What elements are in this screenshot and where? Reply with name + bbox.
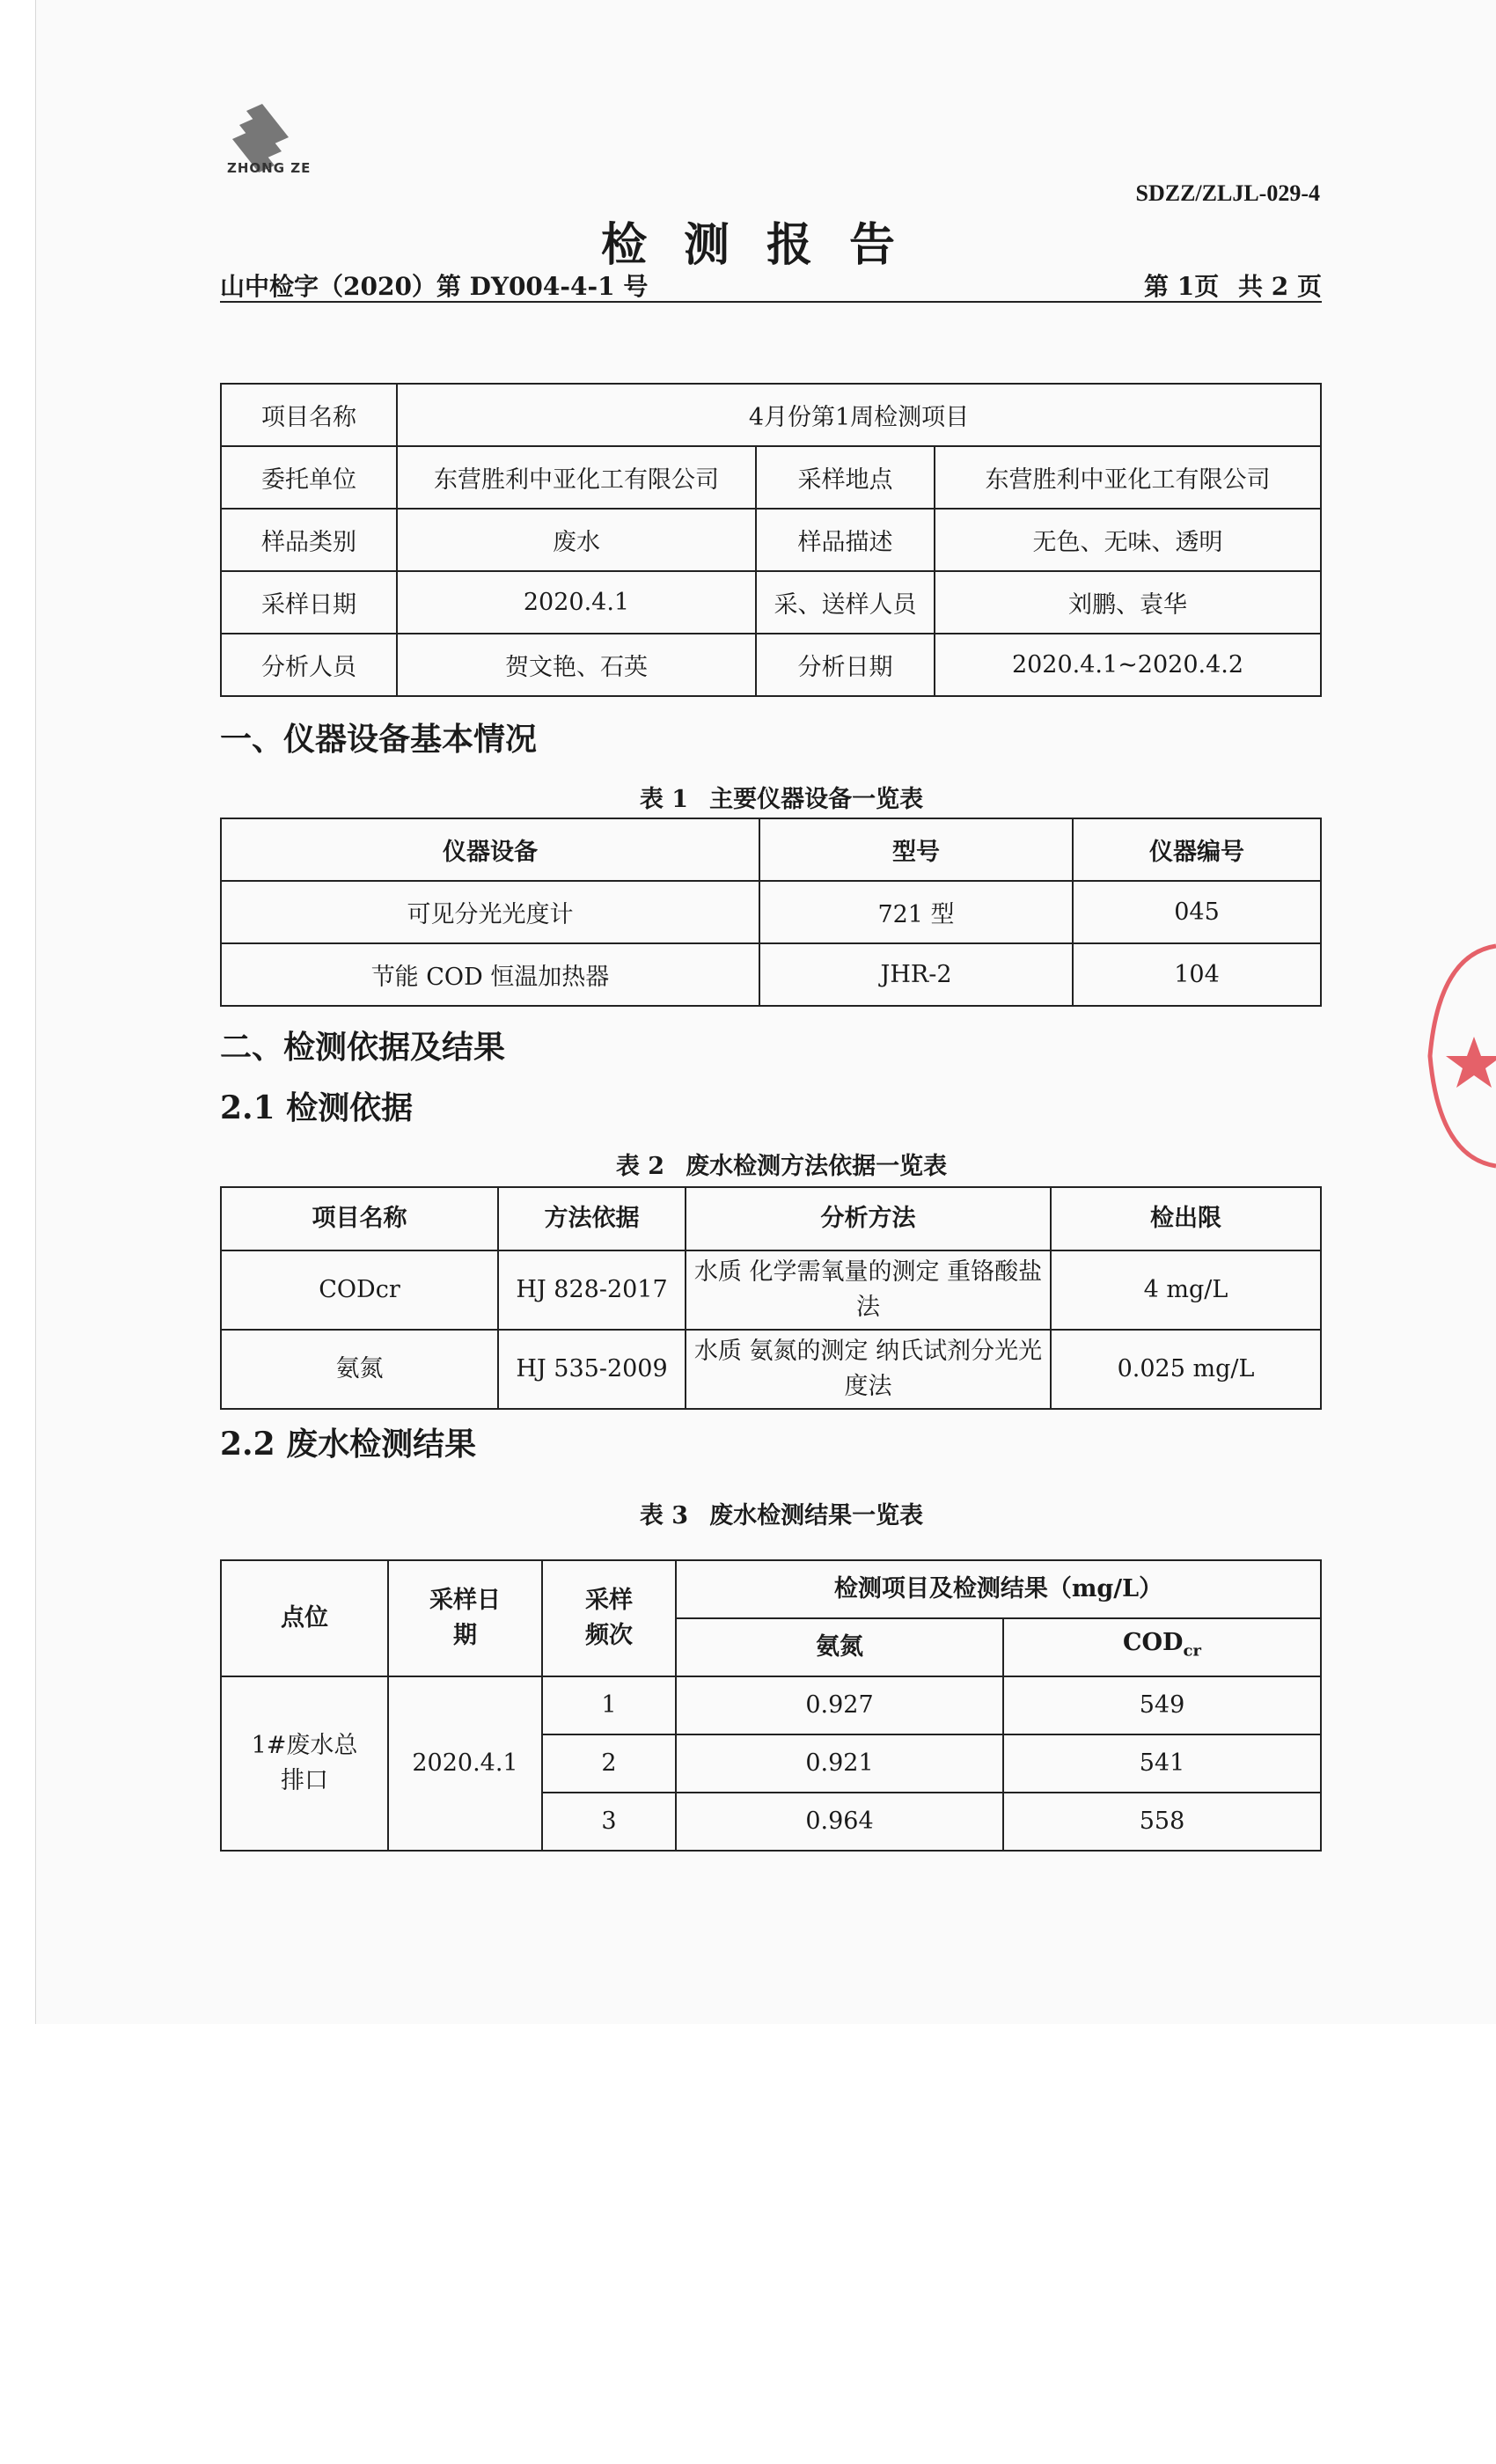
table-cell: CODcr [221, 1250, 498, 1330]
table-cell: 分析人员 [221, 634, 397, 696]
table-cell: 3 [542, 1793, 676, 1851]
cod-subscript: cr [1183, 1641, 1201, 1661]
table-row [221, 1676, 1321, 1734]
table-cell: 采、送样人员 [756, 571, 935, 634]
table-row [221, 446, 1321, 509]
table-cell: 541 [1003, 1734, 1321, 1793]
cod-label: COD [1123, 1629, 1184, 1657]
column-header: 检出限 [1051, 1187, 1321, 1250]
table-cell: 委托单位 [221, 446, 397, 509]
table-row [221, 943, 1321, 1006]
table-cell: 贺文艳、石英 [397, 634, 756, 696]
table-cell: 样品类别 [221, 509, 397, 571]
page-current: 第 1页 [1144, 272, 1220, 301]
table-cell: 1#废水总排口 [221, 1676, 388, 1851]
column-header: 分析方法 [686, 1187, 1051, 1250]
section-heading-basis-results: 二、检测依据及结果 [220, 1029, 506, 1066]
table-cell: HJ 535-2009 [498, 1330, 686, 1409]
table-cell: 721 型 [759, 881, 1073, 943]
table-row [221, 1330, 1321, 1409]
page-total: 共 2 页 [1238, 272, 1322, 301]
caption-text: 废水检测结果一览表 [709, 1502, 924, 1529]
table-row [221, 509, 1321, 571]
table-header-row [221, 1560, 1321, 1618]
table-row [221, 384, 1321, 446]
table-cell: 节能 COD 恒温加热器 [221, 943, 759, 1006]
table3-caption [0, 1496, 1496, 1530]
table-cell: 水质 化学需氧量的测定 重铬酸盐法 [686, 1250, 1051, 1330]
table-cell: 废水 [397, 509, 756, 571]
column-header: 仪器编号 [1073, 818, 1321, 881]
table-cell: 104 [1073, 943, 1321, 1006]
column-group-header: 检测项目及检测结果（mg/L） [676, 1560, 1321, 1618]
table-cell: 0.025 mg/L [1051, 1330, 1321, 1409]
table-cell: 0.927 [676, 1676, 1003, 1734]
column-header: 型号 [759, 818, 1073, 881]
caption-number: 表 3 [639, 1502, 689, 1529]
table-row [221, 634, 1321, 696]
table-cell: 2 [542, 1734, 676, 1793]
section-heading-equipment: 一、仪器设备基本情况 [220, 721, 538, 758]
table-cell: 549 [1003, 1676, 1321, 1734]
table-cell: HJ 828-2017 [498, 1250, 686, 1330]
table-header-row [221, 818, 1321, 881]
column-header: 点位 [221, 1560, 388, 1676]
table-cell: 样品描述 [756, 509, 935, 571]
result-table [220, 1559, 1322, 1852]
column-header: 项目名称 [221, 1187, 498, 1250]
table-cell: 4月份第1周检测项目 [397, 384, 1321, 446]
table-cell: 1 [542, 1676, 676, 1734]
column-header: 仪器设备 [221, 818, 759, 881]
table-cell: 4 mg/L [1051, 1250, 1321, 1330]
table-row [221, 1250, 1321, 1330]
column-header: 方法依据 [498, 1187, 686, 1250]
table-cell: 可见分光光度计 [221, 881, 759, 943]
table-cell: 2020.4.1~2020.4.2 [935, 634, 1321, 696]
table-cell: 水质 氨氮的测定 纳氏试剂分光光度法 [686, 1330, 1051, 1409]
column-header [1003, 1618, 1321, 1676]
table-cell: 东营胜利中亚化工有限公司 [935, 446, 1321, 509]
logo-text: ZHONG ZE [227, 160, 312, 176]
report-reference-line [220, 264, 1322, 303]
table-cell: 采样地点 [756, 446, 935, 509]
table1-caption [0, 780, 1496, 814]
caption-number: 表 2 [615, 1153, 665, 1180]
caption-text: 主要仪器设备一览表 [709, 786, 924, 813]
column-header: 氨氮 [676, 1618, 1003, 1676]
column-header: 采样日期 [388, 1560, 542, 1676]
table-cell: 项目名称 [221, 384, 397, 446]
table-cell: JHR-2 [759, 943, 1073, 1006]
subsection-heading-basis: 2.1 检测依据 [220, 1089, 414, 1126]
method-basis-table [220, 1186, 1322, 1410]
equipment-table [220, 818, 1322, 1007]
page-title: 检测报告 [600, 218, 932, 272]
table-cell: 0.964 [676, 1793, 1003, 1851]
column-header: 采样频次 [542, 1560, 676, 1676]
caption-number: 表 1 [639, 786, 689, 813]
table-cell: 分析日期 [756, 634, 935, 696]
table-cell: 2020.4.1 [397, 571, 756, 634]
report-number: 山中检字（2020）第 DY004-4-1 号 [220, 272, 649, 301]
page-indicator [1133, 268, 1322, 303]
table-cell: 2020.4.1 [388, 1676, 542, 1851]
table-header-row [221, 1187, 1321, 1250]
table-cell: 0.921 [676, 1734, 1003, 1793]
subsection-heading-results: 2.2 废水检测结果 [220, 1426, 477, 1463]
caption-text: 废水检测方法依据一览表 [686, 1153, 948, 1180]
table-cell: 无色、无味、透明 [935, 509, 1321, 571]
document-code: SDZZ/ZLJL-029-4 [1135, 180, 1320, 206]
table-cell: 刘鹏、袁华 [935, 571, 1321, 634]
table-cell: 东营胜利中亚化工有限公司 [397, 446, 756, 509]
table-cell: 558 [1003, 1793, 1321, 1851]
table2-caption [0, 1147, 1496, 1181]
table-cell: 氨氮 [221, 1330, 498, 1409]
table-cell: 采样日期 [221, 571, 397, 634]
project-info-table [220, 383, 1322, 697]
table-row [221, 571, 1321, 634]
seal-stamp-icon [1421, 942, 1496, 1170]
table-row [221, 881, 1321, 943]
table-cell: 045 [1073, 881, 1321, 943]
